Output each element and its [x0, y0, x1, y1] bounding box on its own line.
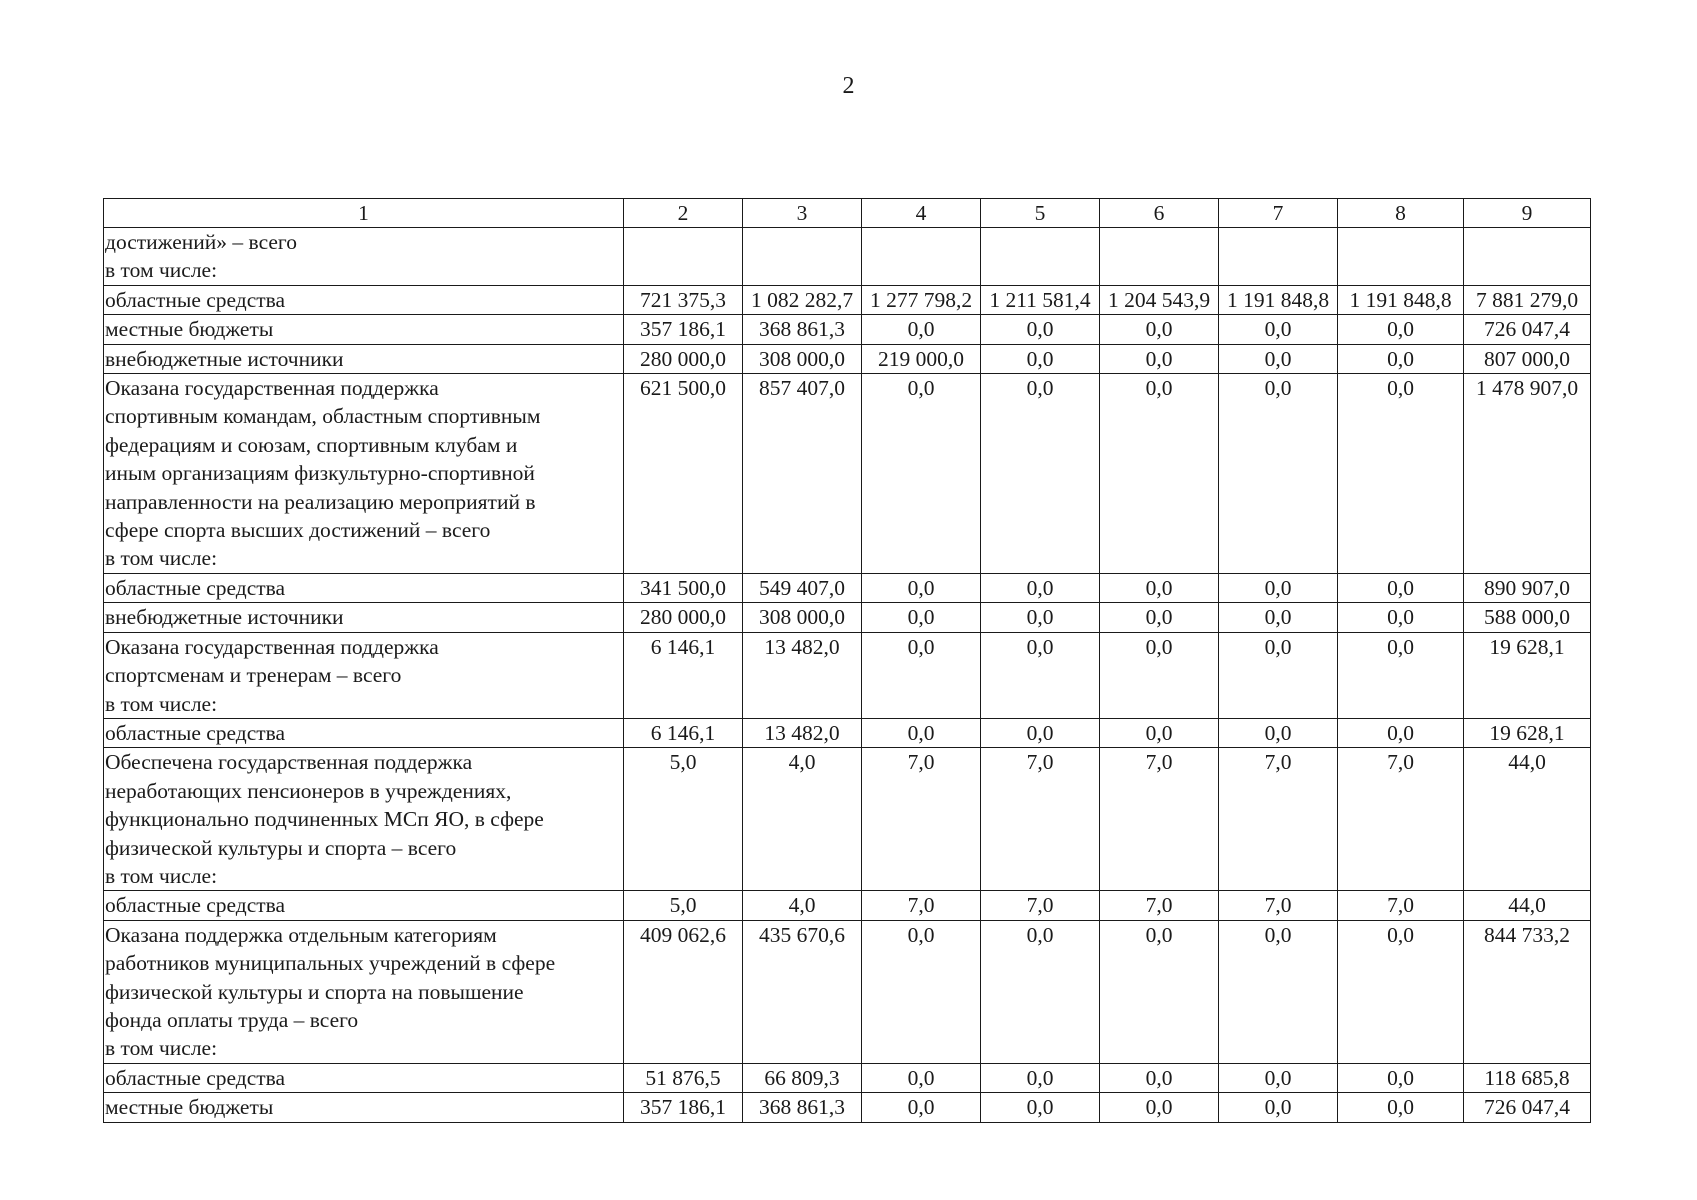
- value-cell: 857 407,0: [743, 374, 862, 574]
- value-cell: 0,0: [1338, 632, 1464, 718]
- description-line: в том числе:: [105, 546, 218, 571]
- value-cell: 0,0: [1219, 718, 1338, 747]
- description-line: сфере спорта высших достижений – всего: [105, 518, 491, 543]
- value-cell: 0,0: [1100, 718, 1219, 747]
- value-cell: 0,0: [862, 718, 981, 747]
- value-cell: 7,0: [1100, 748, 1219, 891]
- table-row: [104, 891, 1591, 920]
- value-cell: 118 685,8: [1464, 1063, 1591, 1092]
- description-line: в том числе:: [105, 1036, 218, 1061]
- table-row: [104, 1093, 1591, 1122]
- value-cell: 0,0: [1219, 344, 1338, 373]
- value-cell: 549 407,0: [743, 573, 862, 602]
- column-header-row: [104, 199, 1591, 228]
- description-line: функционально подчиненных МСп ЯО, в сфере: [105, 807, 544, 832]
- value-cell: 13 482,0: [743, 718, 862, 747]
- value-cell: 409 062,6: [624, 920, 743, 1063]
- description-line: Оказана поддержка отдельным категориям: [105, 922, 497, 947]
- description-line: спортивным командам, областным спортивным: [105, 404, 541, 429]
- table-row: [104, 228, 1591, 286]
- value-cell: 357 186,1: [624, 1093, 743, 1122]
- value-cell: 19 628,1: [1464, 632, 1591, 718]
- column-header: 7: [1219, 199, 1338, 228]
- value-cell: 219 000,0: [862, 344, 981, 373]
- value-cell: 51 876,5: [624, 1063, 743, 1092]
- value-cell: [1338, 228, 1464, 286]
- value-cell: 1 211 581,4: [981, 285, 1100, 314]
- column-header: 3: [743, 199, 862, 228]
- value-cell: 0,0: [862, 315, 981, 344]
- column-header: 8: [1338, 199, 1464, 228]
- value-cell: [1100, 228, 1219, 286]
- value-cell: 0,0: [1219, 920, 1338, 1063]
- value-cell: 44,0: [1464, 748, 1591, 891]
- value-cell: 726 047,4: [1464, 315, 1591, 344]
- value-cell: 0,0: [862, 1093, 981, 1122]
- value-cell: 0,0: [1338, 1093, 1464, 1122]
- value-cell: [1219, 228, 1338, 286]
- value-cell: [624, 228, 743, 286]
- value-cell: 0,0: [862, 920, 981, 1063]
- description-line: в том числе:: [105, 258, 218, 283]
- value-cell: 4,0: [743, 748, 862, 891]
- row-description: [104, 632, 624, 718]
- value-cell: [862, 228, 981, 286]
- value-cell: 1 191 848,8: [1338, 285, 1464, 314]
- table-row: [104, 573, 1591, 602]
- value-cell: 0,0: [1100, 632, 1219, 718]
- value-cell: 5,0: [624, 748, 743, 891]
- description-line: местные бюджеты: [105, 1095, 274, 1120]
- description-line: внебюджетные источники: [105, 605, 344, 630]
- value-cell: 7,0: [981, 748, 1100, 891]
- value-cell: 7,0: [862, 748, 981, 891]
- column-header: 2: [624, 199, 743, 228]
- table-row: [104, 718, 1591, 747]
- description-line: направленности на реализацию мероприятий в: [105, 489, 536, 514]
- value-cell: 0,0: [981, 632, 1100, 718]
- value-cell: 0,0: [862, 573, 981, 602]
- row-description: [104, 374, 624, 574]
- description-line: в том числе:: [105, 691, 218, 716]
- column-header: 5: [981, 199, 1100, 228]
- value-cell: 0,0: [1338, 603, 1464, 632]
- value-cell: 0,0: [1100, 573, 1219, 602]
- row-description: [104, 1093, 624, 1122]
- row-description: [104, 285, 624, 314]
- value-cell: 0,0: [981, 315, 1100, 344]
- value-cell: 844 733,2: [1464, 920, 1591, 1063]
- description-line: областные средства: [105, 893, 286, 918]
- value-cell: 0,0: [1219, 632, 1338, 718]
- value-cell: 0,0: [862, 1063, 981, 1092]
- value-cell: 0,0: [981, 718, 1100, 747]
- value-cell: 588 000,0: [1464, 603, 1591, 632]
- table-row: [104, 632, 1591, 718]
- value-cell: 7,0: [981, 891, 1100, 920]
- description-line: физической культуры и спорта на повышение: [105, 979, 524, 1004]
- value-cell: 0,0: [1219, 1093, 1338, 1122]
- value-cell: 0,0: [1219, 374, 1338, 574]
- description-line: федерациям и союзам, спортивным клубам и: [105, 432, 518, 457]
- value-cell: 6 146,1: [624, 718, 743, 747]
- value-cell: 280 000,0: [624, 603, 743, 632]
- value-cell: 726 047,4: [1464, 1093, 1591, 1122]
- value-cell: 4,0: [743, 891, 862, 920]
- value-cell: 0,0: [981, 603, 1100, 632]
- description-line: Обеспечена государственная поддержка: [105, 750, 473, 775]
- value-cell: 0,0: [1338, 1063, 1464, 1092]
- value-cell: 13 482,0: [743, 632, 862, 718]
- value-cell: 66 809,3: [743, 1063, 862, 1092]
- value-cell: 0,0: [1338, 573, 1464, 602]
- value-cell: 0,0: [862, 374, 981, 574]
- value-cell: 7,0: [1219, 748, 1338, 891]
- value-cell: 0,0: [1338, 374, 1464, 574]
- value-cell: 1 191 848,8: [1219, 285, 1338, 314]
- value-cell: 0,0: [1338, 315, 1464, 344]
- value-cell: 0,0: [1338, 718, 1464, 747]
- column-header: 4: [862, 199, 981, 228]
- value-cell: 308 000,0: [743, 344, 862, 373]
- column-header: 9: [1464, 199, 1591, 228]
- description-line: достижений» – всего: [105, 230, 297, 254]
- value-cell: 0,0: [1100, 344, 1219, 373]
- value-cell: 1 082 282,7: [743, 285, 862, 314]
- description-line: Оказана государственная поддержка: [105, 376, 439, 401]
- value-cell: 0,0: [981, 573, 1100, 602]
- row-description: [104, 920, 624, 1063]
- value-cell: 0,0: [1219, 603, 1338, 632]
- description-line: фонда оплаты труда – всего: [105, 1007, 359, 1032]
- value-cell: 0,0: [1100, 920, 1219, 1063]
- value-cell: 0,0: [862, 603, 981, 632]
- value-cell: 368 861,3: [743, 315, 862, 344]
- description-line: Оказана государственная поддержка: [105, 634, 439, 659]
- description-line: иным организациям физкультурно-спортивной: [105, 461, 535, 486]
- value-cell: 0,0: [1100, 603, 1219, 632]
- page-number: 2: [842, 73, 855, 99]
- value-cell: 357 186,1: [624, 315, 743, 344]
- value-cell: 7,0: [1338, 748, 1464, 891]
- value-cell: 341 500,0: [624, 573, 743, 602]
- column-header: 6: [1100, 199, 1219, 228]
- value-cell: 0,0: [1100, 374, 1219, 574]
- value-cell: 621 500,0: [624, 374, 743, 574]
- table-row: [104, 344, 1591, 373]
- table-body: [104, 199, 1591, 1123]
- value-cell: 5,0: [624, 891, 743, 920]
- table-row: [104, 603, 1591, 632]
- value-cell: [1464, 228, 1591, 286]
- value-cell: 0,0: [1219, 315, 1338, 344]
- value-cell: [981, 228, 1100, 286]
- value-cell: 0,0: [862, 632, 981, 718]
- description-line: спортсменам и тренерам – всего: [105, 663, 402, 688]
- value-cell: 0,0: [1338, 344, 1464, 373]
- value-cell: 1 277 798,2: [862, 285, 981, 314]
- row-description: [104, 718, 624, 747]
- value-cell: 0,0: [1338, 920, 1464, 1063]
- value-cell: 0,0: [981, 344, 1100, 373]
- value-cell: 1 478 907,0: [1464, 374, 1591, 574]
- value-cell: 280 000,0: [624, 344, 743, 373]
- row-description: [104, 748, 624, 891]
- value-cell: 7,0: [862, 891, 981, 920]
- description-line: работников муниципальных учреждений в сфере: [105, 951, 556, 976]
- row-description: [104, 344, 624, 373]
- value-cell: 435 670,6: [743, 920, 862, 1063]
- table-row: [104, 748, 1591, 891]
- value-cell: 0,0: [1219, 1063, 1338, 1092]
- value-cell: 807 000,0: [1464, 344, 1591, 373]
- description-line: областные средства: [105, 575, 286, 600]
- row-description: [104, 315, 624, 344]
- value-cell: 44,0: [1464, 891, 1591, 920]
- value-cell: 0,0: [1219, 573, 1338, 602]
- value-cell: 0,0: [1100, 315, 1219, 344]
- value-cell: 19 628,1: [1464, 718, 1591, 747]
- description-line: физической культуры и спорта – всего: [105, 835, 457, 860]
- budget-table: [103, 198, 1591, 1123]
- description-line: неработающих пенсионеров в учреждениях,: [105, 778, 512, 803]
- value-cell: 6 146,1: [624, 632, 743, 718]
- table-row: [104, 315, 1591, 344]
- value-cell: 0,0: [981, 1093, 1100, 1122]
- description-line: местные бюджеты: [105, 317, 274, 342]
- value-cell: 1 204 543,9: [1100, 285, 1219, 314]
- value-cell: 7,0: [1100, 891, 1219, 920]
- row-description: [104, 1063, 624, 1092]
- row-description: [104, 891, 624, 920]
- table-row: [104, 285, 1591, 314]
- description-line: областные средства: [105, 287, 286, 312]
- value-cell: 0,0: [1100, 1063, 1219, 1092]
- value-cell: 0,0: [981, 374, 1100, 574]
- value-cell: 890 907,0: [1464, 573, 1591, 602]
- value-cell: 721 375,3: [624, 285, 743, 314]
- description-line: внебюджетные источники: [105, 346, 344, 371]
- value-cell: 7 881 279,0: [1464, 285, 1591, 314]
- value-cell: 0,0: [981, 920, 1100, 1063]
- row-description: [104, 228, 624, 286]
- value-cell: 7,0: [1219, 891, 1338, 920]
- table-row: [104, 920, 1591, 1063]
- row-description: [104, 603, 624, 632]
- description-line: областные средства: [105, 720, 286, 745]
- description-line: областные средства: [105, 1065, 286, 1090]
- value-cell: [743, 228, 862, 286]
- description-line: в том числе:: [105, 863, 218, 888]
- value-cell: 0,0: [1100, 1093, 1219, 1122]
- row-description: [104, 573, 624, 602]
- value-cell: 368 861,3: [743, 1093, 862, 1122]
- column-header: 1: [104, 199, 624, 228]
- table-row: [104, 374, 1591, 574]
- table-row: [104, 1063, 1591, 1092]
- value-cell: 308 000,0: [743, 603, 862, 632]
- value-cell: 7,0: [1338, 891, 1464, 920]
- value-cell: 0,0: [981, 1063, 1100, 1092]
